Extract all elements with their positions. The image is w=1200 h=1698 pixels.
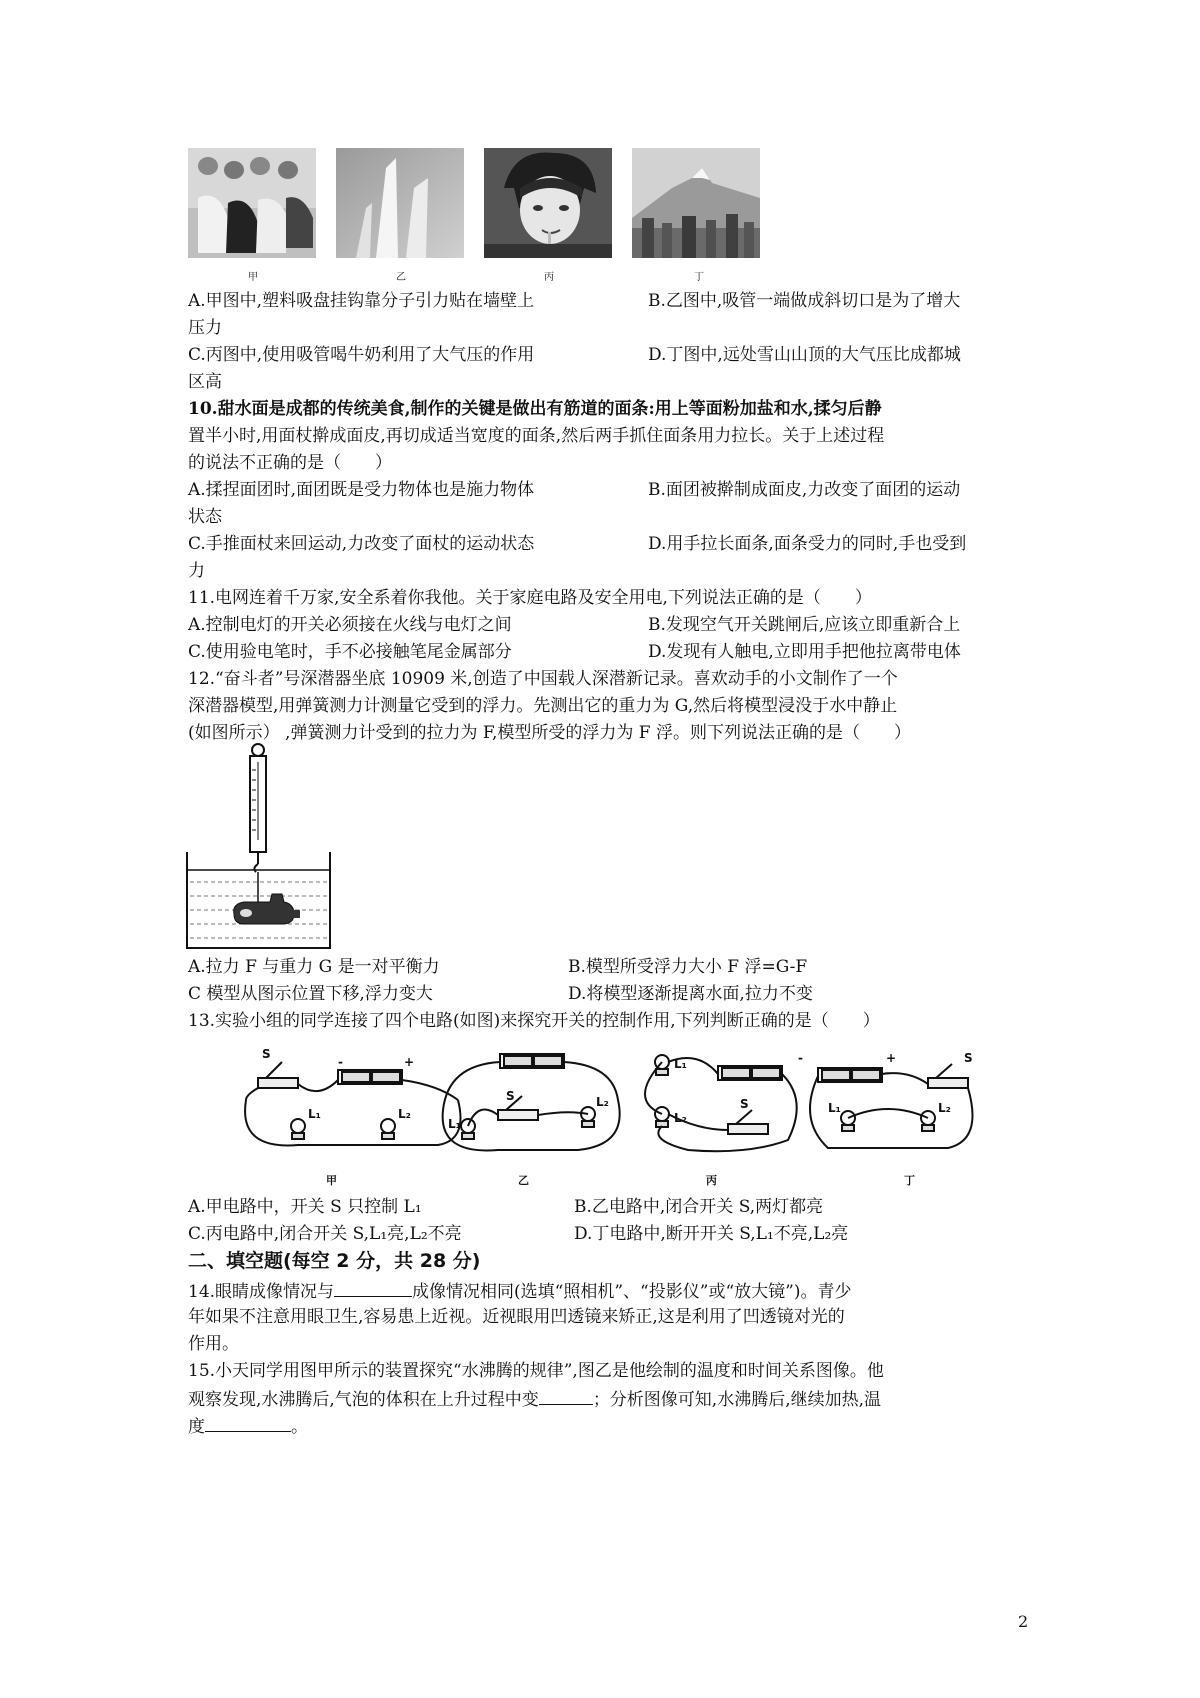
section-2-title: 二、填空题(每空 2 分，共 28 分) (188, 1250, 481, 1272)
circuit-yi (443, 1054, 620, 1151)
svg-text:L₁: L₁ (828, 1101, 841, 1115)
four-circuits-figure (238, 1040, 1028, 1170)
q14-line1-pre: 14.眼睛成像情况与 (188, 1282, 335, 1302)
q9-option-a: A.甲图中,塑料吸盘挂钩靠分子引力贴在墙壁上 (188, 291, 535, 311)
q11-option-a: A.控制电灯的开关必须接在火线与电灯之间 (188, 615, 512, 635)
circuit-label-jia: 甲 (326, 1174, 337, 1187)
q12-stem-line1: 12.“奋斗者”号深潜器坐底 10909 米,创造了中国载人深潜新记录。喜欢动手的小文制作了一个 (188, 669, 898, 689)
q9-option-b-cont: 压力 (188, 318, 222, 338)
q13-option-a: A.甲电路中，开关 S 只控制 L₁ (188, 1197, 422, 1217)
snow-mountain-city-photo (632, 148, 760, 258)
straw-photo (336, 148, 464, 258)
svg-text:L₁: L₁ (448, 1117, 461, 1131)
q10-option-d: D.用手拉长面条,面条受力的同时,手也受到 (648, 534, 967, 554)
q15-line3-pre: 度 (188, 1417, 205, 1437)
circuit-bing (645, 1055, 797, 1151)
q9-option-c: C.丙图中,使用吸管喝牛奶利用了大气压的作用 (188, 345, 535, 365)
person-drinking-photo (484, 148, 612, 258)
svg-text:L₁: L₁ (674, 1057, 687, 1071)
page-number: 2 (1018, 1612, 1029, 1631)
q11-option-c: C.使用验电笔时，手不必接触笔尾金属部分 (188, 642, 512, 662)
q10-stem-line2: 置半小时,用面杖擀成面皮,再切成适当宽度的面条,然后两手抓住面条用力拉长。关于上述过程 (188, 426, 885, 446)
q15-blank-2[interactable] (205, 1413, 291, 1432)
q10-option-d-cont: 力 (188, 561, 205, 581)
svg-text:S: S (506, 1089, 515, 1103)
q12-option-a: A.拉力 F 与重力 G 是一对平衡力 (188, 957, 440, 977)
image-label-yi: 乙 (396, 272, 406, 283)
q9-option-d: D.丁图中,远处雪山山顶的大气压比成都城 (648, 345, 961, 365)
q10-option-b: B.面团被擀制成面皮,力改变了面团的运动 (648, 480, 961, 500)
q12-option-b: B.模型所受浮力大小 F 浮=G-F (568, 957, 808, 977)
q12-stem-line3: (如图所示） ,弹簧测力计受到的拉力为 F,模型所受的浮力为 F 浮。则下列说法正确的是（ ） (188, 723, 911, 743)
q10-option-a: A.揉捏面团时,面团既是受力物体也是施力物体 (188, 480, 535, 500)
image-label-bing: 丙 (544, 272, 554, 283)
q15-line3 (188, 1413, 1038, 1439)
q15-blank-1[interactable] (539, 1386, 593, 1405)
q15-line3-post: 。 (291, 1417, 308, 1437)
svg-text:S: S (740, 1097, 749, 1111)
q14-line1-post: 成像情况相同(选填“照相机”、“投影仪”或“放大镜”)。青少 (412, 1282, 852, 1302)
image-label-jia: 甲 (248, 272, 258, 283)
q14-line3: 作用。 (188, 1334, 239, 1354)
q15-line2-pre: 观察发现,水沸腾后,气泡的体积在上升过程中变 (188, 1390, 539, 1410)
svg-text:L₂: L₂ (596, 1095, 609, 1109)
svg-text:S: S (262, 1047, 271, 1061)
svg-text:L₁: L₁ (308, 1107, 321, 1121)
svg-text:+: + (886, 1051, 897, 1065)
q11-option-d: D.发现有人触电,立即用手把他拉离带电体 (648, 642, 961, 662)
q10-option-b-cont: 状态 (188, 507, 222, 527)
image-label-ding: 丁 (694, 272, 704, 283)
q10-stem-line1: 10.甜水面是成都的传统美食,制作的关键是做出有筋道的面条:用上等面粉加盐和水,揉匀后静 (188, 399, 882, 419)
q14-blank-1[interactable] (334, 1278, 412, 1297)
q15-line1: 15.小天同学用图甲所示的装置探究“水沸腾的规律”,图乙是他绘制的温度和时间关系图像。他 (188, 1361, 884, 1381)
q10-stem-line3: 的说法不正确的是（ ） (188, 453, 392, 473)
q15-line2 (188, 1386, 1038, 1412)
q13-option-d: D.丁电路中,断开开关 S,L₁不亮,L₂亮 (574, 1224, 849, 1244)
q12-stem-line2: 深潜器模型,用弹簧测力计测量它受到的浮力。先测出它的重力为 G,然后将模型浸没于水中静止 (188, 696, 898, 716)
q14-line2: 年如果不注意用眼卫生,容易患上近视。近视眼用凹透镜来矫正,这是利用了凹透镜对光的 (188, 1307, 845, 1327)
q11-option-b: B.发现空气开关跳闸后,应该立即重新合上 (648, 615, 961, 635)
q13-option-c: C.丙电路中,闭合开关 S,L₁亮,L₂不亮 (188, 1224, 462, 1244)
q13-stem: 13.实验小组的同学连接了四个电路(如图)来探究开关的控制作用,下列判断正确的是（ ） (188, 1011, 880, 1031)
circuit-label-ding: 丁 (904, 1174, 915, 1187)
circuit-label-yi: 乙 (518, 1174, 529, 1187)
q9-option-b: B.乙图中,吸管一端做成斜切口是为了增大 (648, 291, 961, 311)
q15-line2-post: ；分析图像可知,水沸腾后,继续加热,温 (592, 1390, 882, 1410)
svg-text:L₂: L₂ (938, 1101, 951, 1115)
q12-option-d: D.将模型逐渐提离水面,拉力不变 (568, 984, 813, 1004)
svg-text:L₂: L₂ (674, 1111, 687, 1125)
svg-text:-: - (338, 1055, 343, 1069)
svg-text:L₂: L₂ (398, 1107, 411, 1121)
suction-hook-photo (188, 148, 316, 258)
q13-option-b: B.乙电路中,闭合开关 S,两灯都亮 (574, 1197, 824, 1217)
svg-text:S: S (964, 1051, 973, 1065)
circuit-jia (245, 1062, 460, 1145)
q12-option-c: C 模型从图示位置下移,浮力变大 (188, 984, 433, 1004)
svg-text:+: + (404, 1055, 415, 1069)
q9-option-d-cont: 区高 (188, 372, 222, 392)
q11-stem: 11.电网连着千万家,安全系着你我他。关于家庭电路及安全用电,下列说法正确的是（ ） (188, 588, 872, 608)
q14-line1 (188, 1278, 1038, 1304)
circuit-label-bing: 丙 (706, 1174, 717, 1187)
spring-scale-tank-figure (186, 740, 331, 950)
svg-text:-: - (798, 1051, 803, 1065)
q10-option-c: C.手推面杖来回运动,力改变了面杖的运动状态 (188, 534, 535, 554)
